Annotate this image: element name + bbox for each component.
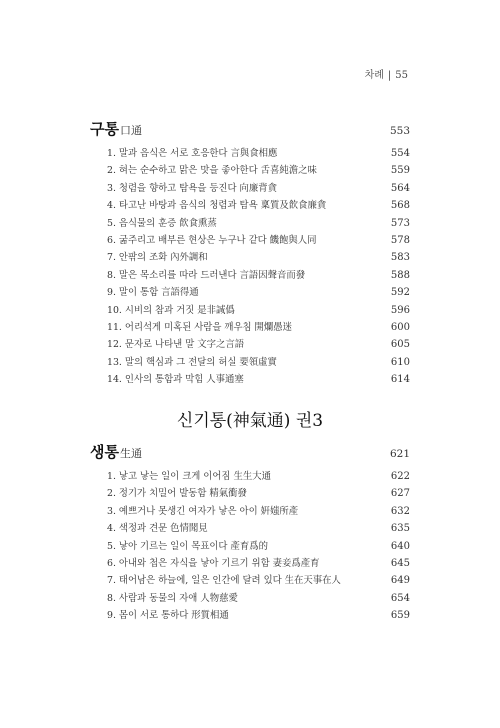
toc-entry[interactable] — [90, 145, 410, 162]
part-title: 신기통(神氣通) 권3 — [176, 411, 324, 431]
entry-title: 4. 타고난 바탕과 음식의 청렴과 탐욕 稟質及飮食廉貪 — [107, 200, 327, 212]
toc-entry[interactable] — [90, 572, 410, 589]
toc-entries — [90, 145, 410, 389]
entry-title: 6. 굶주리고 배부른 현상은 누구나 같다 饑飽與人同 — [107, 235, 317, 247]
header-separator: | — [387, 70, 392, 81]
toc-entry[interactable] — [90, 555, 410, 572]
entry-page: 659 — [390, 610, 410, 622]
toc-entry[interactable] — [90, 302, 410, 319]
entry-title: 13. 말의 핵심과 그 전달의 허실 要領虛實 — [107, 356, 277, 368]
entry-page: 559 — [390, 165, 410, 177]
section-title-hangul: 구통 — [90, 120, 119, 138]
entry-title: 1. 말과 음식은 서로 호응한다 言與食相應 — [107, 148, 278, 159]
section-page: 621 — [389, 448, 410, 460]
toc-entry[interactable] — [90, 319, 410, 336]
entry-title: 7. 태어남은 하늘에, 일은 인간에 달려 있다 生在天事在人 — [107, 575, 341, 587]
toc-entry[interactable] — [90, 215, 410, 232]
entry-page: 654 — [390, 592, 410, 604]
entry-title: 3. 청렴을 향하고 탐욕을 등진다 向廉背貪 — [107, 182, 278, 194]
section-title-hanja: 口通 — [119, 124, 142, 137]
entry-title: 12. 문자로 나타낸 말 文字之言語 — [107, 339, 245, 351]
entry-title: 5. 음식물의 훈증 飮食熏蒸 — [107, 217, 217, 229]
entry-page: 596 — [390, 304, 410, 316]
section-saengtong — [90, 441, 410, 625]
entry-title: 9. 몸이 서로 통하다 形質相通 — [107, 610, 229, 622]
entry-title: 11. 어리석게 미혹된 사람을 깨우침 開爛愚迷 — [107, 322, 293, 334]
entry-title: 6. 아내와 첩은 자식을 낳아 기르기 위함 妻妾爲產育 — [107, 558, 320, 570]
entry-page: 627 — [390, 488, 410, 500]
section-heading — [90, 118, 410, 139]
entry-page: 583 — [390, 252, 410, 264]
toc-entry[interactable] — [90, 197, 410, 214]
toc-entries — [90, 468, 410, 625]
chapter-label: 차례 — [364, 70, 384, 81]
section-title — [90, 118, 142, 139]
entry-page: 578 — [390, 235, 410, 247]
toc-entry[interactable] — [90, 520, 410, 537]
entry-title: 5. 낳아 기르는 일이 목표이다 產育爲的 — [107, 540, 268, 552]
section-page: 553 — [389, 125, 410, 137]
entry-title: 8. 말은 목소리를 따라 드러낸다 言語因聲音而發 — [107, 269, 306, 281]
entry-title: 3. 예쁘거나 못생긴 여자가 낳은 아이 姸媸所產 — [107, 505, 299, 517]
entry-title: 7. 안팎의 조화 內外調和 — [107, 252, 208, 264]
entry-page: 622 — [390, 471, 410, 482]
toc-entry[interactable] — [90, 284, 410, 301]
running-head — [365, 66, 408, 81]
entry-page: 564 — [390, 182, 410, 194]
entry-title: 2. 혀는 순수하고 맑은 맛을 좋아한다 舌喜純澹之味 — [107, 165, 317, 177]
toc-entry[interactable] — [90, 371, 410, 388]
toc-entry[interactable] — [90, 468, 410, 485]
entry-title: 10. 시비의 참과 거짓 是非誠僞 — [107, 304, 235, 316]
toc-entry[interactable] — [90, 267, 410, 284]
entry-page: 573 — [390, 217, 410, 229]
toc-entry[interactable] — [90, 162, 410, 179]
section-gutong — [90, 118, 410, 389]
section-title-hanja: 生通 — [119, 447, 142, 460]
toc-entry[interactable] — [90, 232, 410, 249]
toc-entry[interactable] — [90, 180, 410, 197]
section-title-hangul: 생통 — [90, 443, 119, 461]
toc-entry[interactable] — [90, 503, 410, 520]
entry-title: 9. 말이 통함 言語得通 — [107, 287, 199, 299]
entry-page: 554 — [390, 148, 410, 159]
entry-page: 632 — [390, 505, 410, 517]
toc-entry[interactable] — [90, 336, 410, 353]
entry-page: 610 — [390, 356, 410, 368]
entry-page: 600 — [390, 322, 410, 334]
entry-page: 568 — [390, 200, 410, 212]
entry-page: 592 — [390, 287, 410, 299]
header-page-number: 55 — [395, 70, 408, 81]
toc-entry[interactable] — [90, 590, 410, 607]
toc-entry[interactable] — [90, 607, 410, 624]
entry-title: 4. 색정과 견문 色情聞見 — [107, 523, 208, 535]
toc-entry[interactable] — [90, 538, 410, 555]
toc-entry[interactable] — [90, 485, 410, 502]
entry-page: 640 — [390, 540, 410, 552]
entry-page: 635 — [390, 523, 410, 535]
entry-title: 14. 인사의 통함과 막힘 人事通塞 — [107, 374, 244, 386]
entry-page: 614 — [390, 374, 410, 386]
entry-page: 649 — [390, 575, 410, 587]
section-heading — [90, 441, 410, 462]
entry-page: 588 — [390, 269, 410, 281]
entry-page: 605 — [390, 339, 410, 351]
entry-page: 645 — [390, 558, 410, 570]
entry-title: 1. 낳고 낳는 일이 크게 이어짐 生生大通 — [107, 471, 271, 482]
entry-title: 8. 사람과 동물의 자애 人物慈愛 — [107, 592, 238, 604]
toc-entry[interactable] — [90, 249, 410, 266]
section-title — [90, 441, 142, 462]
entry-title: 2. 정기가 치밀어 발동함 精氣衝發 — [107, 488, 247, 500]
toc-entry[interactable] — [90, 354, 410, 371]
